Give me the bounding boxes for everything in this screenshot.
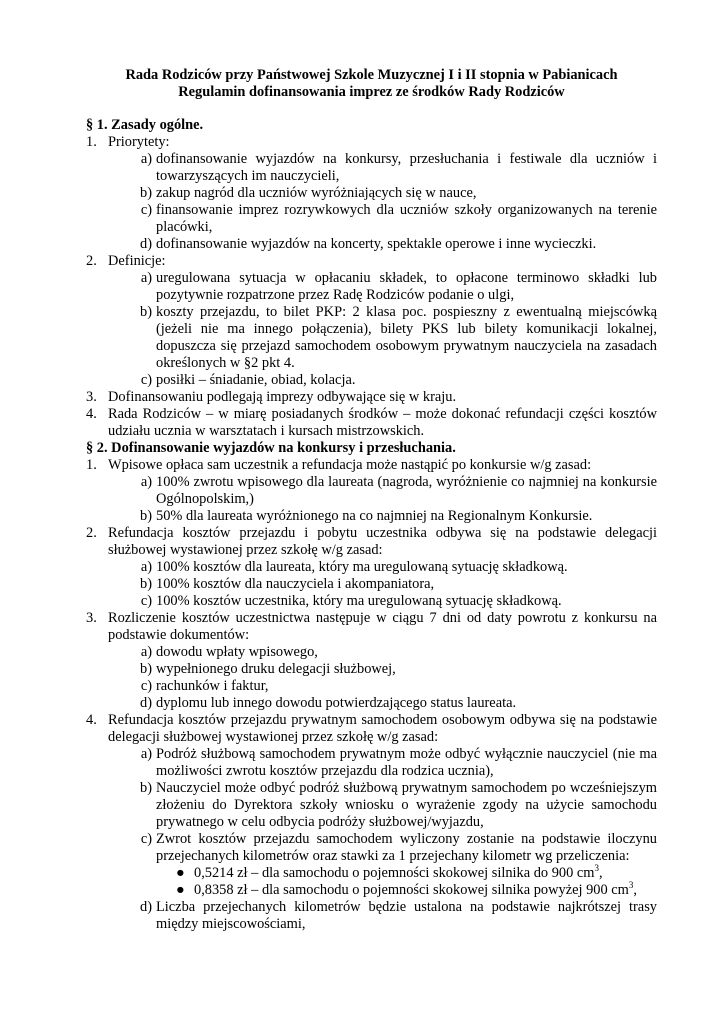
item-letter: b) <box>140 661 152 677</box>
s2-p4-bullet-1 <box>86 865 657 882</box>
point-number: 2. <box>86 253 97 269</box>
item-letter: c) <box>140 678 152 694</box>
s2-p2-item-a <box>86 559 657 576</box>
item-text: 50% dla laureata wyróżnionego na co najmniej na Regionalnym Konkursie. <box>156 508 593 524</box>
s2-point-3 <box>86 610 657 644</box>
item-letter: d) <box>140 236 152 252</box>
item-letter: a) <box>140 644 152 660</box>
item-text: uregulowana sytuacja w opłacaniu składek, to opłacone terminowo składki lub pozytywnie rozpatrzone przez Radę Rodziców podanie o ulgi, <box>156 270 657 303</box>
item-letter: b) <box>140 780 152 796</box>
item-text: posiłki – śniadanie, obiad, kolacja. <box>156 372 356 388</box>
item-letter: b) <box>140 508 152 524</box>
bullet-icon: ● <box>176 882 185 898</box>
item-letter: d) <box>140 695 152 711</box>
item-letter: a) <box>140 474 152 490</box>
s2-p1-item-a <box>86 474 657 508</box>
item-letter: a) <box>140 270 152 286</box>
s2-p3-item-c <box>86 678 657 695</box>
item-text: rachunków i faktur, <box>156 678 269 694</box>
item-letter: b) <box>140 185 152 201</box>
item-text: wypełnionego druku delegacji służbowej, <box>156 661 396 677</box>
s1-p2-item-a <box>86 270 657 304</box>
s2-point-1 <box>86 457 657 474</box>
item-text: Zwrot kosztów przejazdu samochodem wyliczony zostanie na podstawie iloczynu przejechanych kilometrów oraz stawki za 1 przejechany kilometr wg przeliczenia: <box>156 831 657 864</box>
item-text: Podróż służbową samochodem prywatnym może odbyć wyłącznie nauczyciel (nie ma możliwości zwrotu kosztów przejazdu dla rodzica ucznia), <box>156 746 657 779</box>
bullet-icon: ● <box>176 865 185 881</box>
point-text: Rada Rodziców – w miarę posiadanych środków – może dokonać refundacji części kosztów udziału ucznia w warsztatach i kursach mistrzowskich. <box>108 406 657 439</box>
s2-p4-item-a <box>86 746 657 780</box>
item-text: 100% kosztów dla nauczyciela i akompaniatora, <box>156 576 435 592</box>
point-text: Rozliczenie kosztów uczestnictwa następuje w ciągu 7 dni od daty powrotu z konkursu na podstawie dokumentów: <box>108 610 657 643</box>
document-header-line1: Rada Rodziców przy Państwowej Szkole Muzycznej I i II stopnia w Pabianicach <box>125 67 618 83</box>
s2-p3-item-a <box>86 644 657 661</box>
s2-point-4 <box>86 712 657 746</box>
point-text: Wpisowe opłaca sam uczestnik a refundacja może nastąpić po konkursie w/g zasad: <box>108 457 592 473</box>
item-text: 100% zwrotu wpisowego dla laureata (nagroda, wyróżnienie co najmniej na konkursie Ogólnopolskim,) <box>156 474 657 507</box>
item-letter: c) <box>140 593 152 609</box>
s2-p3-item-b <box>86 661 657 678</box>
point-number: 4. <box>86 406 97 422</box>
s2-p4-bullet-2 <box>86 882 657 899</box>
point-text: Priorytety: <box>108 134 170 150</box>
s1-p1-item-b <box>86 185 657 202</box>
point-text: Refundacja kosztów przejazdu prywatnym samochodem osobowym odbywa się na podstawie delegacji służbowej wystawionej przez szkołę w/g zasad: <box>108 712 657 745</box>
item-letter: a) <box>140 151 152 167</box>
point-number: 1. <box>86 134 97 150</box>
s2-p4-item-d <box>86 899 657 933</box>
s2-p2-item-b <box>86 576 657 593</box>
item-letter: b) <box>140 576 152 592</box>
item-text: 100% kosztów uczestnika, który ma uregulowaną sytuację składkową. <box>156 593 562 609</box>
point-number: 4. <box>86 712 97 728</box>
document-page <box>86 67 657 933</box>
item-letter: b) <box>140 304 152 320</box>
item-text: Nauczyciel może odbyć podróż służbową prywatnym samochodem po wcześniejszym złożeniu do Dyrektora szkoły wniosku o wyrażenie zgody na użycie samochodu prywatnego w celu odbycia podróży służbowej/wyjazdu, <box>156 780 657 830</box>
s2-p2-item-c <box>86 593 657 610</box>
item-text: 100% kosztów dla laureata, który ma uregulowaną sytuację składkową. <box>156 559 568 575</box>
item-text: finansowanie imprez rozrywkowych dla uczniów szkoły organizowanych na terenie placówki, <box>156 202 657 235</box>
item-letter: c) <box>140 202 152 218</box>
item-letter: c) <box>140 831 152 847</box>
item-text: zakup nagród dla uczniów wyróżniających się w nauce, <box>156 185 477 201</box>
point-text: Refundacja kosztów przejazdu i pobytu uczestnika odbywa się na podstawie delegacji służbowej wystawionej przez szkołę w/g zasad: <box>108 525 657 558</box>
item-letter: d) <box>140 899 152 915</box>
s2-point-2 <box>86 525 657 559</box>
s2-p4-item-b <box>86 780 657 831</box>
s1-p2-item-b <box>86 304 657 372</box>
bullet-text: 0,8358 zł – dla samochodu o pojemności skokowej silnika powyżej 900 $cm^3$, <box>194 880 637 898</box>
item-text: dyplomu lub innego dowodu potwierdzającego status laureata. <box>156 695 517 711</box>
s1-p2-item-c <box>86 372 657 389</box>
s1-p1-item-c <box>86 202 657 236</box>
item-letter: c) <box>140 372 152 388</box>
bullet-text: 0,5214 zł – dla samochodu o pojemności skokowej silnika do 900 $cm^3$, <box>194 863 603 881</box>
item-text: koszty przejazdu, to bilet PKP: 2 klasa poc. pospieszny z ewentualną miejscówką (jeżeli nie ma innego połączenia), bilety PKS lub bilety komunikacji lokalnej, dopuszcza się przejazd samochodem osobowym prywatnym nauczyciela na zasadach określonych w §2 pkt 4. <box>156 304 657 371</box>
item-text: dowodu wpłaty wpisowego, <box>156 644 318 660</box>
s1-point-4 <box>86 406 657 440</box>
item-letter: a) <box>140 746 152 762</box>
document-header-line2: Regulamin dofinansowania imprez ze środków Rady Rodziców <box>178 84 565 100</box>
s1-point-1 <box>86 134 657 151</box>
s1-point-2 <box>86 253 657 270</box>
point-number: 1. <box>86 457 97 473</box>
point-number: 3. <box>86 610 97 626</box>
section-2-heading: § 2. Dofinansowanie wyjazdów na konkursy i przesłuchania. <box>86 440 456 456</box>
point-number: 3. <box>86 389 97 405</box>
s1-p1-item-d <box>86 236 657 253</box>
s2-p4-item-c <box>86 831 657 865</box>
s1-point-3 <box>86 389 657 406</box>
item-letter: a) <box>140 559 152 575</box>
s2-p1-item-b <box>86 508 657 525</box>
section-1-heading: § 1. Zasady ogólne. <box>86 117 204 133</box>
item-text: Liczba przejechanych kilometrów będzie ustalona na podstawie najkrótszej trasy między miejscowościami, <box>156 899 657 932</box>
s2-p3-item-d <box>86 695 657 712</box>
point-number: 2. <box>86 525 97 541</box>
item-text: dofinansowanie wyjazdów na konkursy, przesłuchania i festiwale dla uczniów i towarzyszących im nauczycieli, <box>156 151 657 184</box>
point-text: Definicje: <box>108 253 166 269</box>
s1-p1-item-a <box>86 151 657 185</box>
item-text: dofinansowanie wyjazdów na koncerty, spektakle operowe i inne wycieczki. <box>156 236 597 252</box>
point-text: Dofinansowaniu podlegają imprezy odbywające się w kraju. <box>108 389 457 405</box>
